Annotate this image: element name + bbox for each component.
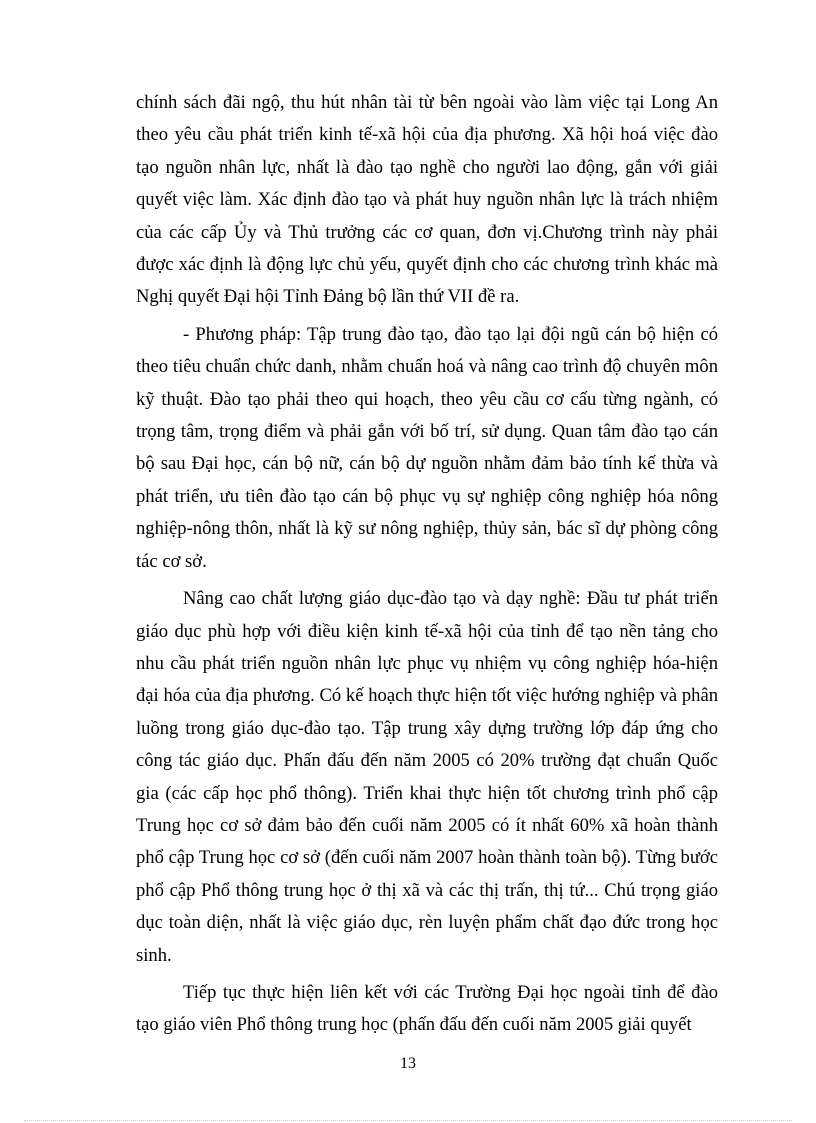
paragraph-1: chính sách đãi ngộ, thu hút nhân tài từ bên ngoài vào làm việc tại Long An theo yêu cầu phát triển kinh tế-xã hội của địa phương. Xã hội hoá việc đào tạo nguồn nhân lực, nhất là đào tạo nghề cho người lao động, gắn với giải quyết việc làm. Xác định đào tạo và phát huy nguồn nhân lực là trách nhiệm của các cấp Ủy và Thủ trưởng các cơ quan, đơn vị.Chương trình này phải được xác định là động lực chủ yếu, quyết định cho các chương trình khác mà Nghị quyết Đại hội Tỉnh Đảng bộ lần thứ VII đề ra. <box>136 92 718 308</box>
paragraph-4: Tiếp tục thực hiện liên kết với các Trường Đại học ngoài tỉnh để đào tạo giáo viên Phổ thông trung học (phấn đấu đến cuối năm 2005 giải quyết <box>136 981 718 1036</box>
page-bottom-divider <box>24 1120 792 1121</box>
paragraph-3: Nâng cao chất lượng giáo dục-đào tạo và dạy nghề: Đầu tư phát triển giáo dục phù hợp với điều kiện kinh tế-xã hội của tỉnh để tạo nền tảng cho nhu cầu phát triển nguồn nhân lực phục vụ nhiệm vụ công nghiệp hóa-hiện đại hóa của địa phương. Có kế hoạch thực hiện tốt việc hướng nghiệp và phân luồng trong giáo dục-đào tạo. Tập trung xây dựng trường lớp đáp ứng cho công tác giáo dục. Phấn đấu đến năm 2005 có 20% trường đạt chuẩn Quốc gia (các cấp học phổ thông). Triển khai thực hiện tốt chương trình phổ cập Trung học cơ sở đảm bảo đến cuối năm 2005 có ít nhất 60% xã hoàn thành phổ cập Trung học cơ sở (đến cuối năm 2007 hoàn thành toàn bộ). Từng bước phổ cập Phổ thông trung học ở thị xã và các thị trấn, thị tứ... Chú trọng giáo dục toàn diện, nhất là việc giáo dục, rèn luyện phẩm chất đạo đức trong học sinh. <box>136 588 718 966</box>
page-number: 13 <box>400 1055 416 1072</box>
paragraph-2: - Phương pháp: Tập trung đào tạo, đào tạo lại đội ngũ cán bộ hiện có theo tiêu chuẩn chức danh, nhằm chuẩn hoá và nâng cao trình độ chuyên môn kỹ thuật. Đào tạo phải theo qui hoạch, theo yêu cầu cơ cấu từng ngành, có trọng tâm, trọng điểm và phải gắn với bố trí, sử dụng. Quan tâm đào tạo cán bộ sau Đại học, cán bộ nữ, cán bộ dự nguồn nhằm đảm bảo tính kế thừa và phát triển, ưu tiên đào tạo cán bộ phục vụ sự nghiệp công nghiệp hóa nông nghiệp-nông thôn, nhất là kỹ sư nông nghiệp, thủy sản, bác sĩ dự phòng công tác cơ sở. <box>136 323 718 572</box>
body-text <box>136 87 718 1042</box>
